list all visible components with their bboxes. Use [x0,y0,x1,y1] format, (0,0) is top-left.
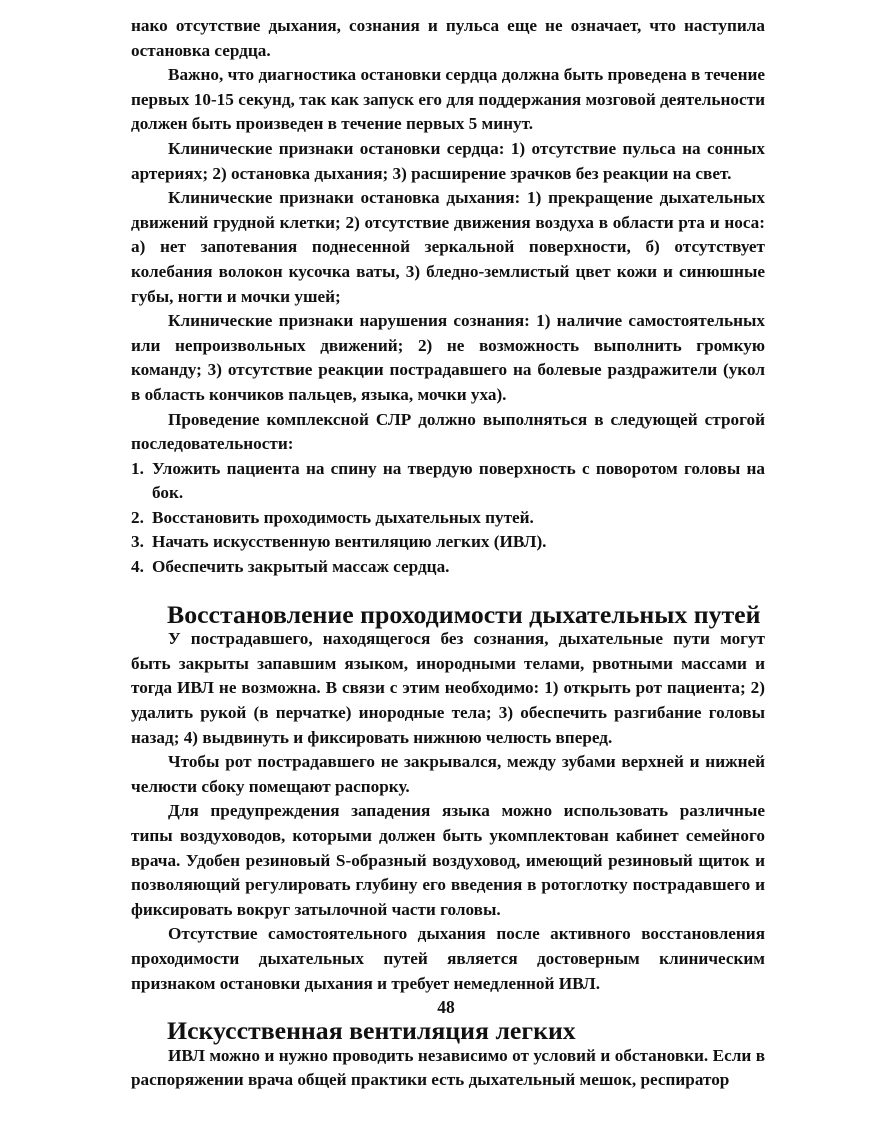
paragraph: Клинические признаки остановки сердца: 1) отсутствие пульса на сонных артериях; 2) остановка дыхания; 3) расширение зрачков без реакции на свет. [131,138,765,183]
list-item-number: 3. [131,532,144,552]
section-heading: Искусственная вентиляция легких [167,1016,576,1046]
paragraph: Проведение комплексной СЛР должно выполняться в следующей строгой последовательности: [131,409,765,454]
cpr-steps-list [131,457,765,580]
paragraph: ИВЛ можно и нужно проводить независимо от условий и обстановки. Если в распоряжении врача общей практики есть дыхательный мешок, респиратор [131,1045,765,1090]
paragraph: Важно, что диагностика остановки сердца должна быть проведена в течение первых 10-15 секунд, так как запуск его для поддержания мозговой деятельности должен быть произведен в течение первых 5 минут. [131,65,765,134]
list-item-text: Восстановить проходимость дыхательных путей. [152,507,534,527]
list-item [131,555,765,580]
paragraph: Отсутствие самостоятельного дыхания после активного восстановления проходимости дыхательных путей является достоверным клиническим признаком остановки дыхания и требует немедленной ИВЛ. [131,924,765,993]
list-item-number: 1. [131,458,144,478]
paragraph: Клинические признаки остановка дыхания: 1) прекращение дыхательных движений грудной клетки; 2) отсутствие движения воздуха в области рта и носа: а) нет запотевания поднесенной зеркальной поверхности, б) отсутствует колебания волокон кусочка ваты, 3) бледно-землистый цвет кожи и синюшные губы, ногти и мочки ушей; [131,188,765,306]
paragraph: Клинические признаки нарушения сознания: 1) наличие самостоятельных или непроизвольных движений; 2) не возможность выполнить громкую команду; 3) отсутствие реакции пострадавшего на болевые раздражители (укол в область кончиков пальцев, языка, мочки уха). [131,311,765,404]
paragraph: нако отсутствие дыхания, сознания и пульса еще не означает, что наступила остановка сердца. [131,16,765,60]
paragraph: Чтобы рот пострадавшего не закрывался, между зубами верхней и нижней челюсти сбоку помещают распорку. [131,752,765,796]
page-number: 48 [437,997,455,1017]
document-page [131,14,765,1093]
list-item-number: 2. [131,507,144,527]
list-item-text: Начать искусственную вентиляцию легких (ИВЛ). [152,532,547,552]
section-heading: Восстановление проходимости дыхательных путей [167,599,761,629]
paragraph: Для предупреждения западения языка можно использовать различные типы воздуховодов, которыми должен быть укомплектован кабинет семейного врача. Удобен резиновый S-образный воздуховод, имеющий резиновый щиток и позволяющий регулировать глубину его введения в ротоглотку пострадавшего и фиксировать вокруг затылочной части головы. [131,801,765,919]
list-item-text: Обеспечить закрытый массаж сердца. [152,557,450,577]
paragraph: У пострадавшего, находящегося без сознания, дыхательные пути могут быть закрыты запавшим языком, инородными телами, рвотными массами и тогда ИВЛ не возможна. В связи с этим необходимо: 1) открыть рот пациента; 2) удалить рукой (в перчатке) инородные тела; 3) обеспечить разгибание головы назад; 4) выдвинуть и фиксировать нижнюю челюсть вперед. [131,629,765,747]
list-item [131,457,765,506]
list-item-number: 4. [131,557,144,577]
list-item-text: Уложить пациента на спину на твердую поверхность с поворотом головы на бок. [152,458,765,503]
list-item [131,530,765,555]
list-item [131,506,765,531]
